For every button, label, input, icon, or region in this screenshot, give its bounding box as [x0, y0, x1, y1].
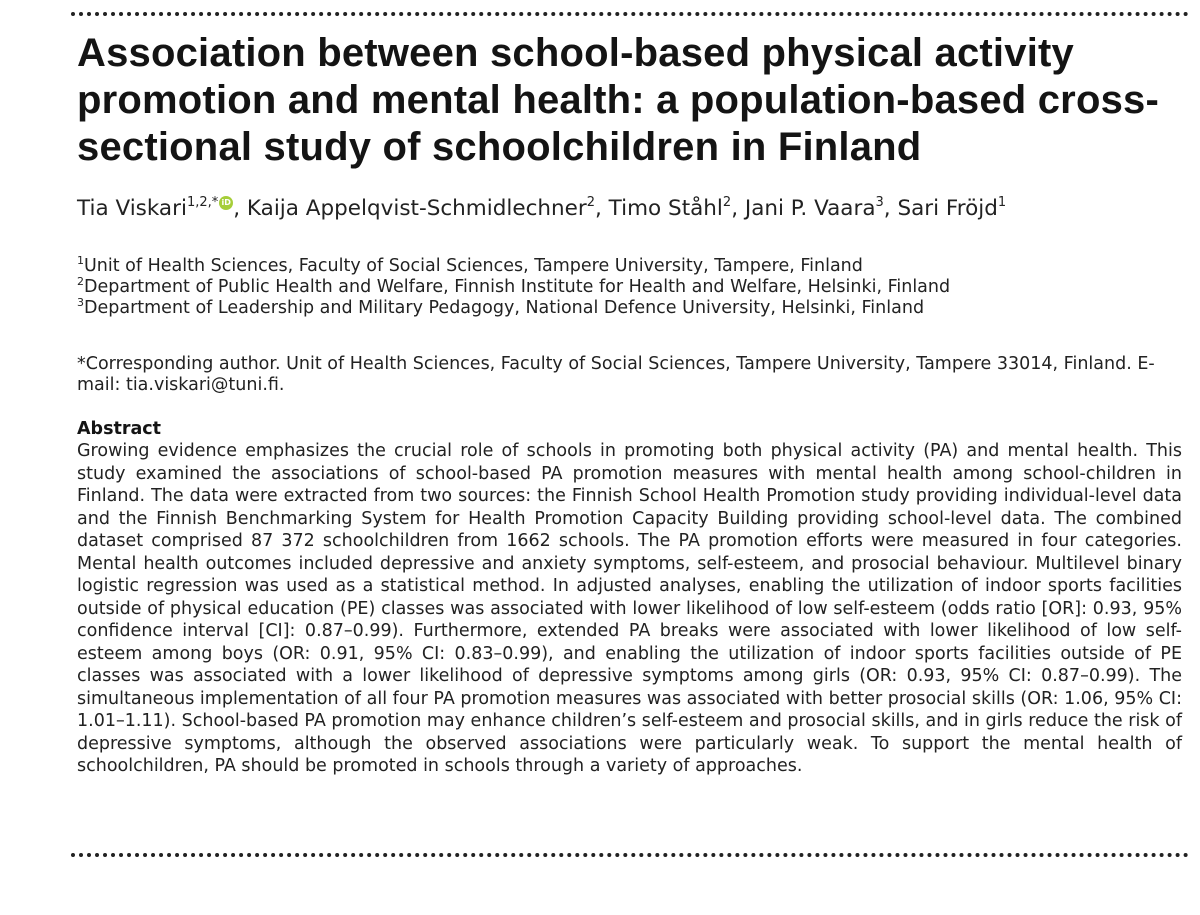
author-affiliation-marker: 1,2,*: [186, 195, 219, 210]
affiliation-number: 3: [77, 296, 84, 309]
author-list: Tia Viskari$^{1,2,*}$ iD , Kaija Appelqvist-Schmidlechner$^2$, Timo Ståhl$^2$, Jani P. Vaara$^3$, Sari Fröjd$^1$: [77, 195, 1007, 221]
corresponding-author-note: *Corresponding author. Unit of Health Sciences, Faculty of Social Sciences, Tampere University, Tampere 33014, Finland. E-mail: tia.viskari@tuni.fi.: [77, 354, 1155, 395]
top-dotted-divider: [71, 12, 1189, 16]
abstract-text: Growing evidence emphasizes the crucial role of schools in promoting both physical activity (PA) and mental health. This study examined the associations of school-based PA promotion measures with mental health among school-children in Finland. The data were extracted from two sources: the Finnish School Health Promotion study providing individual-level data and the Finnish Benchmarking System for Health Promotion Capacity Building providing school-level data. The combined dataset comprised 87 372 schoolchildren from 1662 schools. The PA promotion efforts were measured in four categories. Mental health outcomes included depressive and anxiety symptoms, self-esteem, and prosocial behaviour. Multilevel binary logistic regression was used as a statistical method. In adjusted analyses, enabling the utilization of indoor sports facilities outside of physical education (PE) classes was associated with lower likelihood of low self-esteem (odds ratio [OR]: 0.93, 95% confidence interval [CI]: 0.87–0.99). Furthermore, extended PA breaks were associated with lower likelihood of low self-esteem among boys (OR: 0.91, 95% CI: 0.83–0.99), and enabling the utilization of indoor sports facilities outside of PE classes was associated with a lower likelihood of depressive symptoms among girls (OR: 0.93, 95% CI: 0.87–0.99). The simultaneous implementation of all four PA promotion measures was associated with better prosocial skills (OR: 1.06, 95% CI: 1.01–1.11). School-based PA promotion may enhance children’s self-esteem and prosocial skills, and in girls reduce the risk of depressive symptoms, although the observed associations were particularly weak. To support the mental health of schoolchildren, PA should be promoted in schools through a variety of approaches.: [77, 441, 1182, 776]
author-name: Sari Fröjd: [897, 196, 998, 221]
affiliation-item: [77, 298, 1182, 319]
orcid-icon[interactable]: iD: [219, 196, 233, 210]
author-name: Tia Viskari: [77, 196, 187, 221]
bottom-dotted-divider: [71, 853, 1189, 857]
affiliation-number: 1: [77, 254, 84, 267]
article-title: Association between school-based physical activity promotion and mental health: a population-based cross-sectional study of schoolchildren in Finland: [77, 31, 1159, 169]
article-page: [77, 0, 1182, 915]
author-affiliation-marker: 2: [722, 195, 732, 210]
author-affiliation-marker: 3: [875, 195, 884, 210]
affiliation-item: [77, 256, 1182, 277]
abstract-heading: Abstract: [77, 419, 162, 439]
affiliation-text: Department of Public Health and Welfare, Finnish Institute for Health and Welfare, Helsinki, Finland: [84, 277, 951, 297]
affiliation-text: Department of Leadership and Military Pedagogy, National Defence University, Helsinki, Finland: [84, 298, 925, 318]
affiliation-list: [77, 256, 1182, 319]
author-name: Timo Ståhl: [608, 196, 723, 221]
author-affiliation-marker: 1: [997, 195, 1007, 210]
affiliation-text: Unit of Health Sciences, Faculty of Social Sciences, Tampere University, Tampere, Finland: [84, 256, 863, 276]
affiliation-item: [77, 277, 1182, 298]
author-name: Kaija Appelqvist-Schmidlechner: [246, 196, 587, 221]
affiliation-number: 2: [77, 275, 84, 288]
author-affiliation-marker: 2: [586, 195, 595, 210]
author-name: Jani P. Vaara: [744, 196, 876, 221]
